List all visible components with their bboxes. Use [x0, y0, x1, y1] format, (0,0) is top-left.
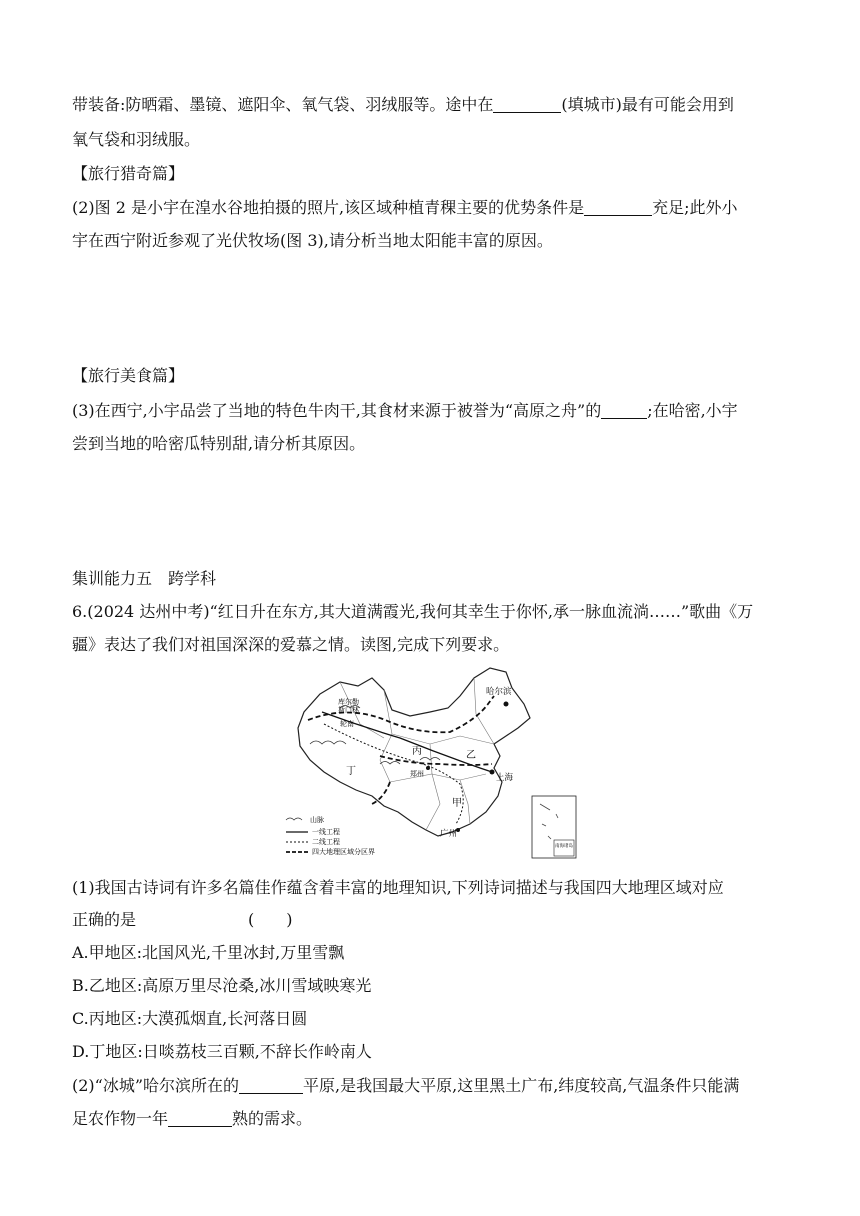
label-shanghai: 上海	[496, 773, 514, 783]
section-heading: 【旅行猎奇篇】	[72, 164, 185, 183]
section-title: 集训能力五 跨学科	[72, 569, 217, 588]
label-region-yi: 乙	[466, 750, 476, 761]
label-korla-2: 斯门林	[338, 706, 359, 714]
south-china-sea-inset	[532, 796, 576, 858]
label-region-bing: 丙	[412, 746, 422, 757]
option-c: C.丙地区:大漠孤烟直,长河落日圆	[72, 1009, 308, 1028]
question-6-2: (2)“冰城”哈尔滨所在的 平原,是我国最大平原,这里黑土广布,纬度较高,气温条件只能满	[72, 1076, 740, 1095]
legend-mountain: 山脉	[310, 816, 324, 824]
option-a: A.甲地区:北国风光,千里冰封,万里雪飘	[72, 943, 345, 962]
map-legend	[286, 815, 375, 856]
legend-boundary: 四大地理区域分区界	[312, 848, 375, 856]
label-korla: 库尔勒	[338, 698, 359, 706]
legend-line2: 二线工程	[312, 838, 340, 846]
answer-blank	[584, 199, 652, 216]
answer-blank	[239, 1077, 303, 1094]
text-line: 疆》表达了我们对祖国深深的爱慕之情。读图,完成下列要求。	[72, 635, 510, 654]
line2-project	[324, 724, 463, 824]
label-harbin: 哈尔滨	[486, 687, 512, 697]
text-line: 带装备:防晒霜、墨镜、遮阳伞、氧气袋、羽绒服等。途中在 (填城市)最有可能会用到	[72, 95, 734, 114]
question-6: 6.(2024 达州中考)“红日升在东方,其大道满霞光,我何其幸生于你怀,承一脉血流淌……”歌曲《万	[72, 602, 754, 621]
text-line: 正确的是 ( )	[72, 910, 293, 929]
label-guangzhou: 广州	[440, 829, 458, 839]
text-line: 足农作物一年 熟的需求。	[72, 1109, 313, 1128]
option-d: D.丁地区:日啖荔枝三百颗,不辞长作岭南人	[72, 1042, 372, 1061]
text-line: 氧气袋和羽绒服。	[72, 130, 201, 149]
inset-label: 南海诸岛	[555, 844, 573, 849]
question-6-1: (1)我国古诗词有许多名篇佳作蕴含着丰富的地理知识,下列诗词描述与我国四大地理区域对应	[72, 878, 724, 897]
answer-blank	[601, 402, 647, 419]
question-2: (2)图 2 是小宇在湟水谷地拍摄的照片,该区域种植青稞主要的优势条件是 充足;此外小	[72, 198, 738, 217]
section-heading: 【旅行美食篇】	[72, 366, 185, 385]
china-map-figure	[280, 664, 580, 860]
label-region-jia: 甲	[452, 798, 462, 809]
option-b: B.乙地区:高原万里尽沧桑,冰川雪域映寒光	[72, 976, 372, 995]
text-line: 尝到当地的哈密瓜特别甜,请分析其原因。	[72, 434, 366, 453]
question-3: (3)在西宁,小宇品尝了当地的特色牛肉干,其食材来源于被誉为“高原之舟”的 ;在哈密,小宇	[72, 401, 738, 420]
answer-blank	[493, 96, 561, 113]
answer-blank	[168, 1110, 232, 1127]
label-region-ding: 丁	[346, 766, 356, 777]
label-central-city: 郑州	[410, 770, 424, 778]
text-line: 宇在西宁附近参观了光伏牧场(图 3),请分析当地太阳能丰富的原因。	[72, 231, 553, 250]
label-lunnan: 轮南	[340, 720, 354, 728]
legend-line1: 一线工程	[312, 828, 340, 836]
